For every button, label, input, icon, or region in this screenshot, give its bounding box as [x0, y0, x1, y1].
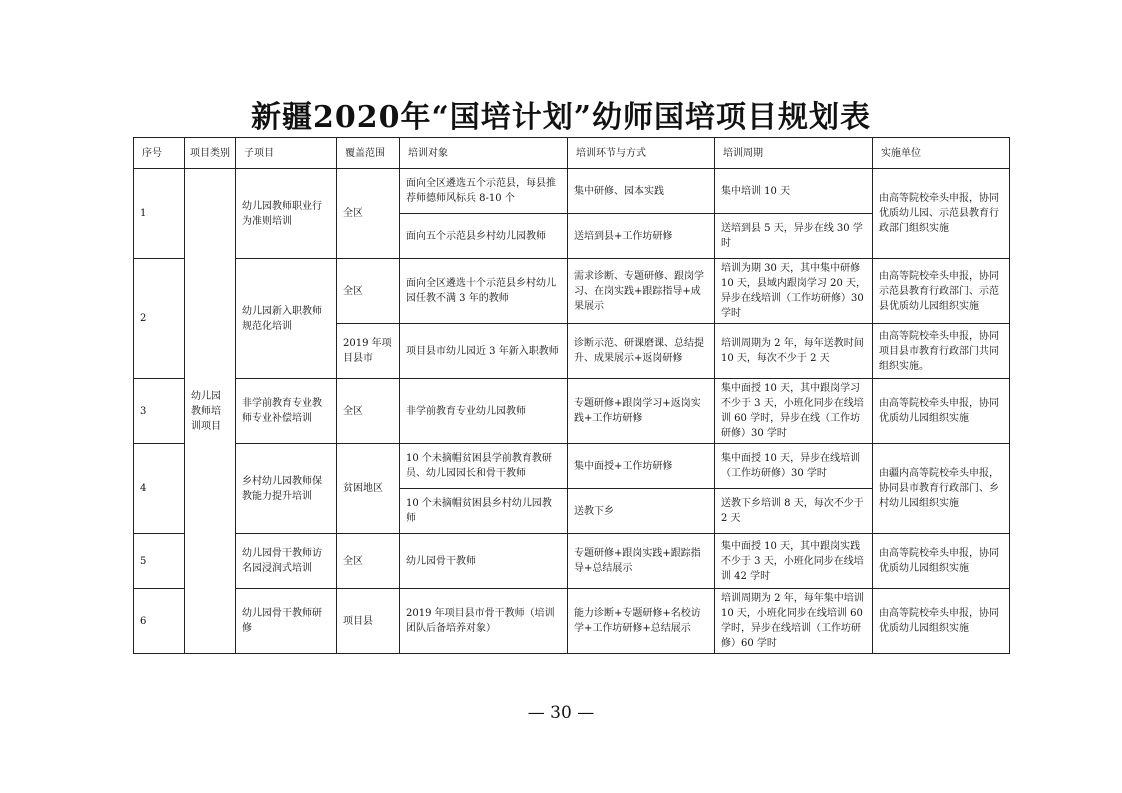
- row-no: 5: [134, 534, 185, 589]
- row-method: 集中研修、园本实践: [568, 169, 715, 214]
- row-target: 面向全区遴选五个示范县，每县推荐师德师风标兵 8-10 个: [400, 169, 568, 214]
- table-row: [134, 379, 1010, 444]
- table-row: [134, 259, 1010, 324]
- row-period: 集中面授 10 天，其中跟岗学习不少于 3 天，小班化同步在线培训 60 学时，异步在线（工作坊研修）30 学时: [715, 379, 873, 444]
- row-no: 3: [134, 379, 185, 444]
- row-method: 专题研修+跟岗学习+返岗实践+工作坊研修: [568, 379, 715, 444]
- row-target: 10 个未摘帽贫困县学前教育教研员、幼儿园园长和骨干教师: [400, 444, 568, 489]
- plan-table: [133, 137, 1010, 654]
- header-period: 培训周期: [715, 138, 873, 169]
- row-sub: 乡村幼儿园教师保教能力提升培训: [236, 444, 337, 534]
- row-period: 集中培训 10 天: [715, 169, 873, 214]
- row-target: 2019 年项目县市骨干教师（培训团队后备培养对象）: [400, 589, 568, 654]
- row-no: 6: [134, 589, 185, 654]
- header-unit: 实施单位: [873, 138, 1010, 169]
- table-row: [134, 589, 1010, 654]
- row-unit: 由高等院校牵头申报，协同优质幼儿园、示范县教育行政部门组织实施: [873, 169, 1010, 259]
- page-number: — 30 —: [527, 703, 595, 723]
- row-period: 集中面授 10 天，异步在线培训（工作坊研修）30 学时: [715, 444, 873, 489]
- page-title: 新疆2020年“国培计划”幼师国培项目规划表: [250, 100, 871, 135]
- row-no: 4: [134, 444, 185, 534]
- row-no: 1: [134, 169, 185, 259]
- row-scope: 2019 年项目县市: [337, 324, 400, 379]
- row-sub: 幼儿园骨干教师访名园浸润式培训: [236, 534, 337, 589]
- row-method: 需求诊断、专题研修、跟岗学习、在岗实践+跟踪指导+成果展示: [568, 259, 715, 324]
- row-unit: 由疆内高等院校牵头申报，协同县市教育行政部门、乡村幼儿园组织实施: [873, 444, 1010, 534]
- row-method: 送培到县+工作坊研修: [568, 214, 715, 259]
- row-period: 培训周期为 2 年，每年集中培训 10 天，小班化同步在线培训 60 学时，异步在线培训（工作坊研修）60 学时: [715, 589, 873, 654]
- row-scope: 项目县: [337, 589, 400, 654]
- row-scope: 全区: [337, 534, 400, 589]
- header-type: 项目类别: [185, 138, 236, 169]
- table-row: [134, 444, 1010, 489]
- row-method: 诊断示范、研课磨课、总结提升、成果展示+返岗研修: [568, 324, 715, 379]
- row-unit: 由高等院校牵头申报，协同项目县市教育行政部门共同组织实施。: [873, 324, 1010, 379]
- row-target: 面向五个示范县乡村幼儿园教师: [400, 214, 568, 259]
- row-period: 送培到县 5 天，异步在线 30 学时: [715, 214, 873, 259]
- row-scope: 全区: [337, 259, 400, 324]
- row-target: 非学前教育专业幼儿园教师: [400, 379, 568, 444]
- row-sub: 非学前教育专业教师专业补偿培训: [236, 379, 337, 444]
- row-method: 能力诊断+专题研修+名校访学+工作坊研修+总结展示: [568, 589, 715, 654]
- row-unit: 由高等院校牵头申报，协同优质幼儿园组织实施: [873, 379, 1010, 444]
- row-method: 送教下乡: [568, 489, 715, 534]
- row-target: 项目县市幼儿园近 3 年新入职教师: [400, 324, 568, 379]
- project-category: 幼儿园教师培训项目: [185, 169, 236, 654]
- row-period: 培训周期为 2 年，每年送教时间 10 天，每次不少于 2 天: [715, 324, 873, 379]
- row-period: 集中面授 10 天，其中跟岗实践不少于 3 天，小班化同步在线培训 42 学时: [715, 534, 873, 589]
- row-scope: 全区: [337, 379, 400, 444]
- row-target: 面向全区遴选十个示范县乡村幼儿园任教不满 3 年的教师: [400, 259, 568, 324]
- row-unit: 由高等院校牵头申报，协同示范县教育行政部门、示范县优质幼儿园组织实施: [873, 259, 1010, 324]
- header-target: 培训对象: [400, 138, 568, 169]
- row-sub: 幼儿园新入职教师规范化培训: [236, 259, 337, 379]
- row-method: 集中面授+工作坊研修: [568, 444, 715, 489]
- row-scope: 全区: [337, 169, 400, 259]
- table-row: [134, 169, 1010, 214]
- header-row: [134, 138, 1010, 169]
- row-sub: 幼儿园骨干教师研修: [236, 589, 337, 654]
- header-scope: 覆盖范围: [337, 138, 400, 169]
- header-method: 培训环节与方式: [568, 138, 715, 169]
- row-period: 培训为期 30 天，其中集中研修 10 天，县域内跟岗学习 20 天，异步在线培训（工作坊研修）30 学时: [715, 259, 873, 324]
- row-method: 专题研修+跟岗实践+跟踪指导+总结展示: [568, 534, 715, 589]
- row-target: 10 个未摘帽贫困县乡村幼儿园教师: [400, 489, 568, 534]
- row-sub: 幼儿园教师职业行为准则培训: [236, 169, 337, 259]
- row-target: 幼儿园骨干教师: [400, 534, 568, 589]
- table-row: [134, 534, 1010, 589]
- header-no: 序号: [134, 138, 185, 169]
- row-period: 送教下乡培训 8 天，每次不少于 2 天: [715, 489, 873, 534]
- row-no: 2: [134, 259, 185, 379]
- header-sub: 子项目: [236, 138, 337, 169]
- row-unit: 由高等院校牵头申报，协同优质幼儿园组织实施: [873, 589, 1010, 654]
- row-unit: 由高等院校牵头申报，协同优质幼儿园组织实施: [873, 534, 1010, 589]
- row-scope: 贫困地区: [337, 444, 400, 534]
